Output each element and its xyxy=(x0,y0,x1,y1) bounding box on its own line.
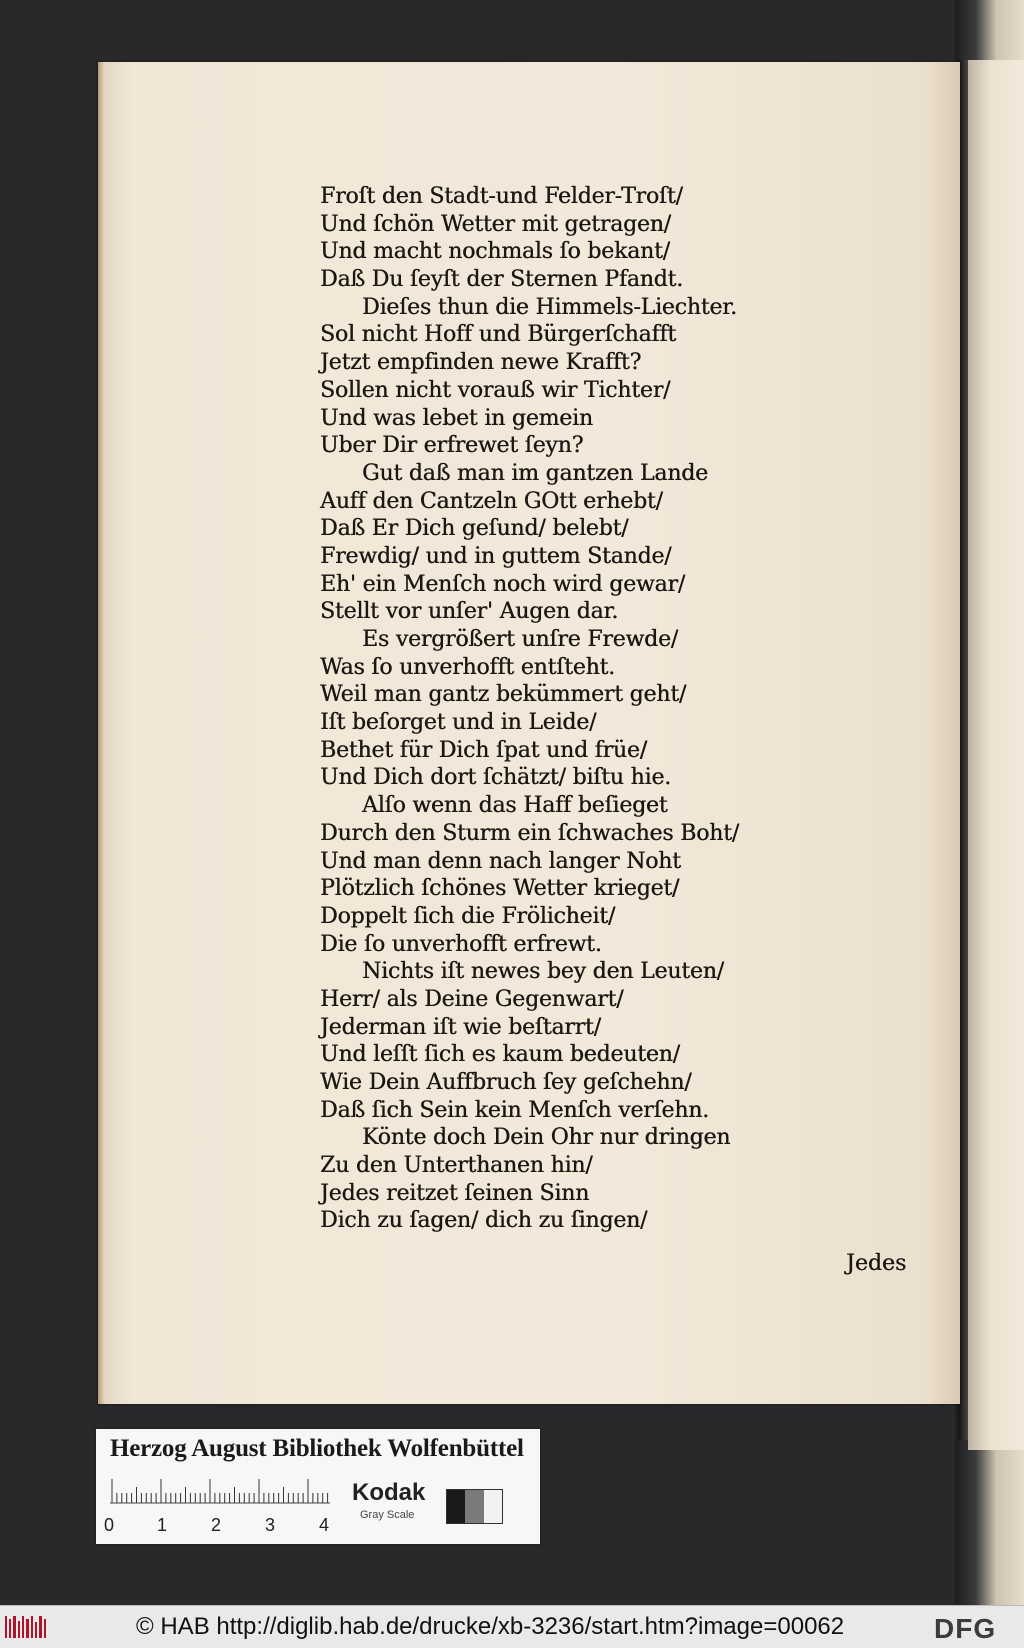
poem-line: Zu den Unterthanen hin/ xyxy=(320,1153,593,1179)
poem-line: Dich zu ſagen/ dich zu ſingen/ xyxy=(320,1208,648,1234)
poem-line: Bethet für Dich ſpat und früe/ xyxy=(320,737,647,763)
poem-line: Jedes reitzet ſeinen Sinn xyxy=(320,1180,590,1206)
page-edge xyxy=(98,62,104,1404)
poem-line: Alſo wenn das Haff beſieget xyxy=(362,793,668,819)
poem-line: Die ſo unverhofft erfrewt. xyxy=(320,931,602,957)
poem-line: Was ſo unverhofft entſteht. xyxy=(320,654,615,680)
poem-line: Herr/ als Deine Gegenwart/ xyxy=(320,986,624,1012)
ruler-scale xyxy=(110,1477,330,1511)
facing-page-edge xyxy=(968,60,1024,1450)
poem-line: Jetzt empfinden newe Krafft? xyxy=(320,350,642,376)
poem-line: Stellt vor unſer' Augen dar. xyxy=(320,599,619,625)
color-reference-card xyxy=(96,1429,540,1544)
ruler-number: 4 xyxy=(319,1515,330,1535)
poem-line: Auff den Cantzeln GOtt erhebt/ xyxy=(320,488,663,514)
poem-line: Doppelt ſich die Frölicheit/ xyxy=(320,903,616,929)
poem-line: Und man denn nach langer Noht xyxy=(320,848,681,874)
gray-swatch xyxy=(465,1490,483,1523)
gray-swatch xyxy=(447,1490,465,1523)
poem-line: Jederman iſt wie beſtarrt/ xyxy=(320,1014,601,1040)
footer-bar xyxy=(0,1605,1024,1648)
poem-line: Weil man gantz bekümmert geht/ xyxy=(320,682,687,708)
poem-line: Uber Dir erfrewet ſeyn? xyxy=(320,433,584,459)
ruler-number: 0 xyxy=(104,1515,115,1535)
poem-line: Daß ſich Sein kein Menſch verſehn. xyxy=(320,1097,709,1123)
catchword: Jedes xyxy=(846,1251,907,1276)
poem-line: Könte doch Dein Ohr nur dringen xyxy=(362,1125,731,1151)
poem-line: Durch den Sturm ein ſchwaches Boht/ xyxy=(320,820,739,846)
gray-swatches xyxy=(446,1489,503,1524)
poem-line: Dieſes thun die Himmels-Liechter. xyxy=(362,294,737,320)
ruler-numbers xyxy=(104,1515,344,1537)
poem-line: Und ſchön Wetter mit getragen/ xyxy=(320,211,671,237)
poem-line: Und was lebet in gemein xyxy=(320,405,593,431)
poem-line: Sollen nicht vorauß wir Tichter/ xyxy=(320,377,671,403)
poem-line: Froſt den Stadt-und Felder-Troſt/ xyxy=(320,184,683,209)
ruler-number: 2 xyxy=(211,1515,222,1535)
poem-line: Nichts iſt newes bey den Leuten/ xyxy=(362,959,724,985)
poem-line: Daß Er Dich geſund/ belebt/ xyxy=(320,516,629,542)
poem-line: Daß Du ſeyſt der Sternen Pfandt. xyxy=(320,267,683,293)
poem-line: Und Dich dort ſchätzt/ biſtu hie. xyxy=(320,765,671,791)
library-name: Herzog August Bibliothek Wolfenbüttel xyxy=(110,1435,524,1462)
gray-swatch xyxy=(484,1490,502,1523)
gray-scale-label: Gray Scale xyxy=(360,1509,415,1521)
dfg-logo: DFG xyxy=(934,1613,997,1644)
hab-logo-icon xyxy=(4,1614,48,1640)
poem-text xyxy=(320,183,780,1235)
ruler-number: 3 xyxy=(265,1515,276,1535)
poem-line: Es vergrößert unſre Frewde/ xyxy=(362,627,678,652)
ruler-number: 1 xyxy=(157,1515,168,1535)
poem-line: Plötzlich ſchönes Wetter krieget/ xyxy=(320,876,680,902)
poem-line: Gut daß man im gantzen Lande xyxy=(362,460,708,486)
poem-line: Wie Dein Auffbruch ſey geſchehn/ xyxy=(320,1070,692,1095)
poem-line: Frewdig/ und in guttem Stande/ xyxy=(320,543,672,569)
poem-line: Eh' ein Menſch noch wird gewar/ xyxy=(320,571,685,597)
copyright-url[interactable]: © HAB http://diglib.hab.de/drucke/xb-3236/start.htm?image=00062 xyxy=(136,1613,845,1640)
poem-line: Und macht nochmals ſo bekant/ xyxy=(320,239,670,265)
poem-line: Sol nicht Hoff und Bürgerſchafft xyxy=(320,322,676,348)
poem-line: Iſt beſorget und in Leide/ xyxy=(320,710,597,736)
kodak-logo: Kodak xyxy=(352,1479,426,1506)
poem-line: Und leſſt ſich es kaum bedeuten/ xyxy=(320,1042,680,1068)
